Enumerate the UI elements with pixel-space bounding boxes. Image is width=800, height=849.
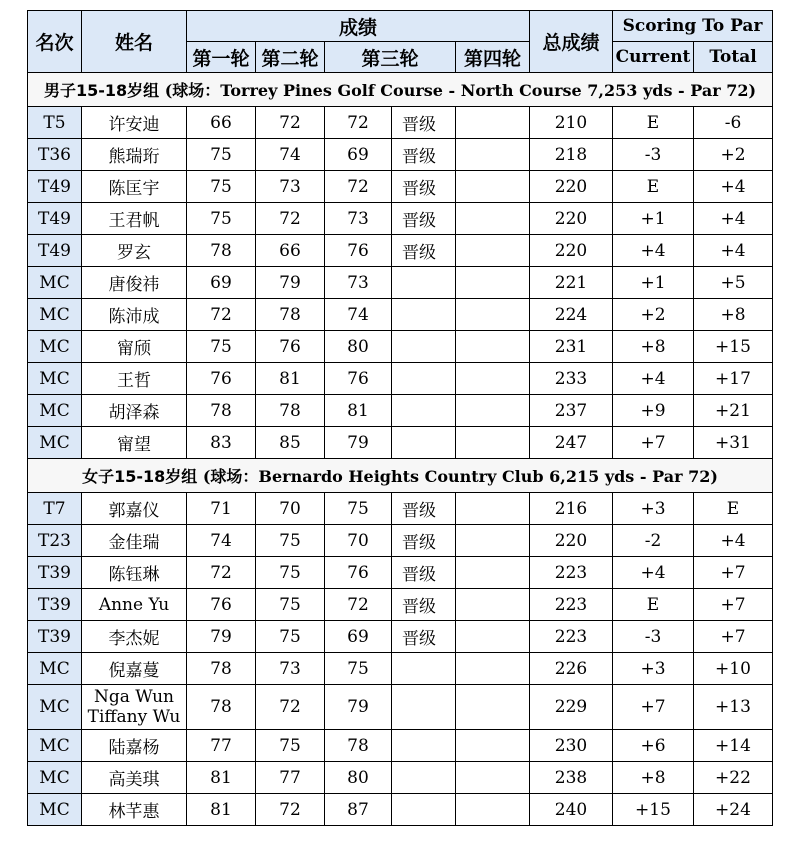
position-cell: T49 <box>28 235 82 267</box>
player-name-cell: 李杰妮 <box>82 621 187 653</box>
current-to-par-cell: E <box>613 171 694 203</box>
round3-cell: 75 <box>325 493 392 525</box>
current-to-par-cell: +1 <box>613 267 694 299</box>
advance-cell <box>392 363 456 395</box>
player-name-cell: Nga Wun Tiffany Wu <box>82 685 187 730</box>
position-cell: MC <box>28 794 82 826</box>
player-row <box>28 685 773 730</box>
round3-cell: 72 <box>325 171 392 203</box>
section-course: (球场：Torrey Pines Golf Course - North Course 7,253 yds - Par 72) <box>164 81 757 100</box>
current-to-par-cell: +1 <box>613 203 694 235</box>
round3-cell: 80 <box>325 762 392 794</box>
advance-cell <box>392 331 456 363</box>
round4-header: 第四轮 <box>456 42 530 73</box>
total-to-par-cell: E <box>694 493 773 525</box>
player-name-cell: 王君帆 <box>82 203 187 235</box>
leaderboard-table <box>27 10 773 826</box>
position-cell: T49 <box>28 171 82 203</box>
advance-cell <box>392 762 456 794</box>
player-row <box>28 621 773 653</box>
round3-cell: 72 <box>325 589 392 621</box>
total-score-cell: 231 <box>530 331 613 363</box>
total-to-par-cell: +5 <box>694 267 773 299</box>
player-row <box>28 730 773 762</box>
position-cell: MC <box>28 299 82 331</box>
advance-cell <box>392 299 456 331</box>
round1-cell: 72 <box>187 557 256 589</box>
player-row <box>28 171 773 203</box>
advance-cell: 晋级 <box>392 235 456 267</box>
current-to-par-cell: +9 <box>613 395 694 427</box>
scoring-to-par-header: Scoring To Par <box>613 11 773 42</box>
total-to-par-cell: +31 <box>694 427 773 459</box>
round4-cell <box>456 730 530 762</box>
table-header <box>28 11 773 73</box>
position-cell: T49 <box>28 203 82 235</box>
player-row <box>28 762 773 794</box>
round2-cell: 78 <box>256 299 325 331</box>
section-title <box>28 73 773 107</box>
round4-cell <box>456 331 530 363</box>
round3-cell: 73 <box>325 203 392 235</box>
round4-cell <box>456 427 530 459</box>
total-score-cell: 223 <box>530 621 613 653</box>
advance-cell <box>392 395 456 427</box>
player-name-cell: 胡泽森 <box>82 395 187 427</box>
round1-cell: 75 <box>187 331 256 363</box>
total-to-par-cell: +8 <box>694 299 773 331</box>
position-cell: MC <box>28 653 82 685</box>
total-to-par-cell: +4 <box>694 525 773 557</box>
total-score-cell: 226 <box>530 653 613 685</box>
round1-cell: 79 <box>187 621 256 653</box>
round2-cell: 75 <box>256 557 325 589</box>
round4-cell <box>456 621 530 653</box>
round2-cell: 66 <box>256 235 325 267</box>
player-row <box>28 589 773 621</box>
round4-cell <box>456 493 530 525</box>
player-name-cell: 林芊惠 <box>82 794 187 826</box>
total-to-par-cell: +14 <box>694 730 773 762</box>
total-score-cell: 240 <box>530 794 613 826</box>
player-row <box>28 525 773 557</box>
round1-cell: 75 <box>187 139 256 171</box>
table-body <box>28 73 773 826</box>
round2-cell: 76 <box>256 331 325 363</box>
round4-cell <box>456 107 530 139</box>
total-to-par-cell: +17 <box>694 363 773 395</box>
advance-cell: 晋级 <box>392 203 456 235</box>
round1-cell: 76 <box>187 589 256 621</box>
total-to-par-cell: -6 <box>694 107 773 139</box>
current-to-par-cell: +4 <box>613 235 694 267</box>
player-name-cell: 熊瑞珩 <box>82 139 187 171</box>
position-cell: MC <box>28 427 82 459</box>
advance-cell <box>392 685 456 730</box>
round2-cell: 75 <box>256 525 325 557</box>
player-row <box>28 107 773 139</box>
total-to-par-cell: +7 <box>694 557 773 589</box>
current-to-par-cell: +3 <box>613 493 694 525</box>
player-name-cell: 陈钰琳 <box>82 557 187 589</box>
round4-cell <box>456 589 530 621</box>
current-to-par-cell: +8 <box>613 331 694 363</box>
section-group: 女子15-18岁组 <box>82 467 198 486</box>
round1-cell: 78 <box>187 685 256 730</box>
round3-cell: 72 <box>325 107 392 139</box>
total-score-cell: 216 <box>530 493 613 525</box>
round3-cell: 70 <box>325 525 392 557</box>
round2-cell: 78 <box>256 395 325 427</box>
round4-cell <box>456 203 530 235</box>
player-row <box>28 493 773 525</box>
round3-cell: 74 <box>325 299 392 331</box>
player-name-cell: 金佳瑞 <box>82 525 187 557</box>
player-name-cell: 陆嘉杨 <box>82 730 187 762</box>
round1-cell: 78 <box>187 653 256 685</box>
player-name-cell: 陈沛成 <box>82 299 187 331</box>
round3-cell: 69 <box>325 139 392 171</box>
total-score-cell: 237 <box>530 395 613 427</box>
position-cell: MC <box>28 685 82 730</box>
round1-cell: 78 <box>187 235 256 267</box>
position-cell: T39 <box>28 557 82 589</box>
round4-cell <box>456 762 530 794</box>
total-score-cell: 220 <box>530 171 613 203</box>
player-row <box>28 203 773 235</box>
position-header: 名次 <box>28 11 82 73</box>
advance-cell <box>392 794 456 826</box>
round3-cell: 80 <box>325 331 392 363</box>
total-to-par-cell: +2 <box>694 139 773 171</box>
player-name-cell: 唐俊祎 <box>82 267 187 299</box>
total-to-par-cell: +4 <box>694 203 773 235</box>
total-to-par-cell: +24 <box>694 794 773 826</box>
total-to-par-cell: +4 <box>694 235 773 267</box>
round4-cell <box>456 267 530 299</box>
current-to-par-cell: +3 <box>613 653 694 685</box>
total-score-cell: 221 <box>530 267 613 299</box>
position-cell: MC <box>28 395 82 427</box>
position-cell: T39 <box>28 621 82 653</box>
round3-header: 第三轮 <box>325 42 456 73</box>
round2-cell: 74 <box>256 139 325 171</box>
total-to-par-cell: +7 <box>694 589 773 621</box>
total-score-cell: 220 <box>530 525 613 557</box>
name-header: 姓名 <box>82 11 187 73</box>
round2-cell: 72 <box>256 685 325 730</box>
round2-cell: 77 <box>256 762 325 794</box>
current-to-par-cell: +7 <box>613 427 694 459</box>
total-to-par-cell: +7 <box>694 621 773 653</box>
advance-cell: 晋级 <box>392 621 456 653</box>
player-row <box>28 139 773 171</box>
current-to-par-cell: -3 <box>613 139 694 171</box>
round2-cell: 81 <box>256 363 325 395</box>
round3-cell: 76 <box>325 363 392 395</box>
round4-cell <box>456 299 530 331</box>
round3-cell: 79 <box>325 685 392 730</box>
advance-cell: 晋级 <box>392 525 456 557</box>
section-row <box>28 73 773 107</box>
current-to-par-cell: +4 <box>613 363 694 395</box>
current-to-par-cell: +4 <box>613 557 694 589</box>
current-to-par-cell: -3 <box>613 621 694 653</box>
round1-cell: 69 <box>187 267 256 299</box>
round2-cell: 73 <box>256 171 325 203</box>
section-course: (球场：Bernardo Heights Country Club 6,215 yds - Par 72) <box>202 467 718 486</box>
player-row <box>28 299 773 331</box>
current-to-par-cell: +15 <box>613 794 694 826</box>
round1-cell: 81 <box>187 794 256 826</box>
current-to-par-cell: E <box>613 107 694 139</box>
round1-header: 第一轮 <box>187 42 256 73</box>
total-to-par-cell: +21 <box>694 395 773 427</box>
round1-cell: 83 <box>187 427 256 459</box>
total-to-par-cell: +22 <box>694 762 773 794</box>
total-score-cell: 220 <box>530 235 613 267</box>
round1-cell: 75 <box>187 203 256 235</box>
current-to-par-cell: +8 <box>613 762 694 794</box>
round2-cell: 70 <box>256 493 325 525</box>
total-to-par-cell: +13 <box>694 685 773 730</box>
position-cell: MC <box>28 762 82 794</box>
current-to-par-cell: +7 <box>613 685 694 730</box>
round3-cell: 81 <box>325 395 392 427</box>
current-header: Current <box>613 42 694 73</box>
total-score-cell: 247 <box>530 427 613 459</box>
player-name-cell: 郭嘉仪 <box>82 493 187 525</box>
round1-cell: 66 <box>187 107 256 139</box>
round2-cell: 72 <box>256 107 325 139</box>
round4-cell <box>456 395 530 427</box>
round3-cell: 87 <box>325 794 392 826</box>
total-score-header: 总成绩 <box>530 11 613 73</box>
current-to-par-cell: +6 <box>613 730 694 762</box>
round1-cell: 72 <box>187 299 256 331</box>
round4-cell <box>456 525 530 557</box>
total-score-cell: 218 <box>530 139 613 171</box>
round1-cell: 76 <box>187 363 256 395</box>
round1-cell: 81 <box>187 762 256 794</box>
position-cell: T36 <box>28 139 82 171</box>
round1-cell: 74 <box>187 525 256 557</box>
advance-cell: 晋级 <box>392 493 456 525</box>
player-row <box>28 235 773 267</box>
total-score-cell: 220 <box>530 203 613 235</box>
round4-cell <box>456 653 530 685</box>
player-row <box>28 427 773 459</box>
position-cell: T5 <box>28 107 82 139</box>
total-score-cell: 233 <box>530 363 613 395</box>
position-cell: MC <box>28 363 82 395</box>
player-row <box>28 363 773 395</box>
total-to-par-cell: +10 <box>694 653 773 685</box>
round3-cell: 75 <box>325 653 392 685</box>
round3-cell: 73 <box>325 267 392 299</box>
player-name-cell: 罗玄 <box>82 235 187 267</box>
current-to-par-cell: +2 <box>613 299 694 331</box>
total-score-cell: 223 <box>530 589 613 621</box>
par-total-header: Total <box>694 42 773 73</box>
player-row <box>28 653 773 685</box>
round2-cell: 75 <box>256 589 325 621</box>
position-cell: T7 <box>28 493 82 525</box>
scores-header: 成绩 <box>187 11 530 42</box>
position-cell: MC <box>28 267 82 299</box>
round4-cell <box>456 685 530 730</box>
player-row <box>28 267 773 299</box>
position-cell: T39 <box>28 589 82 621</box>
player-name-cell: Anne Yu <box>82 589 187 621</box>
advance-cell: 晋级 <box>392 171 456 203</box>
current-to-par-cell: -2 <box>613 525 694 557</box>
round3-cell: 79 <box>325 427 392 459</box>
total-score-cell: 238 <box>530 762 613 794</box>
total-score-cell: 230 <box>530 730 613 762</box>
round2-cell: 75 <box>256 621 325 653</box>
player-name-cell: 许安迪 <box>82 107 187 139</box>
round4-cell <box>456 557 530 589</box>
advance-cell <box>392 267 456 299</box>
section-group: 男子15-18岁组 <box>43 81 160 100</box>
advance-cell <box>392 427 456 459</box>
position-cell: MC <box>28 730 82 762</box>
player-name-cell: 甯望 <box>82 427 187 459</box>
round2-header: 第二轮 <box>256 42 325 73</box>
current-to-par-cell: E <box>613 589 694 621</box>
total-score-cell: 210 <box>530 107 613 139</box>
round2-cell: 75 <box>256 730 325 762</box>
position-cell: MC <box>28 331 82 363</box>
round4-cell <box>456 794 530 826</box>
player-name-cell: 甯颀 <box>82 331 187 363</box>
advance-cell: 晋级 <box>392 107 456 139</box>
round2-cell: 85 <box>256 427 325 459</box>
total-to-par-cell: +4 <box>694 171 773 203</box>
position-cell: T23 <box>28 525 82 557</box>
total-to-par-cell: +15 <box>694 331 773 363</box>
advance-cell: 晋级 <box>392 139 456 171</box>
round1-cell: 77 <box>187 730 256 762</box>
total-score-cell: 224 <box>530 299 613 331</box>
total-score-cell: 229 <box>530 685 613 730</box>
round1-cell: 78 <box>187 395 256 427</box>
section-title <box>28 459 773 493</box>
advance-cell: 晋级 <box>392 557 456 589</box>
round2-cell: 73 <box>256 653 325 685</box>
player-row <box>28 395 773 427</box>
advance-cell: 晋级 <box>392 589 456 621</box>
round2-cell: 72 <box>256 203 325 235</box>
round4-cell <box>456 363 530 395</box>
player-row <box>28 557 773 589</box>
player-name-cell: 高美琪 <box>82 762 187 794</box>
section-row <box>28 459 773 493</box>
advance-cell <box>392 653 456 685</box>
round2-cell: 79 <box>256 267 325 299</box>
round3-cell: 69 <box>325 621 392 653</box>
round4-cell <box>456 235 530 267</box>
player-name-cell: 陈匡宇 <box>82 171 187 203</box>
advance-cell <box>392 730 456 762</box>
player-name-cell: 王哲 <box>82 363 187 395</box>
player-row <box>28 794 773 826</box>
round2-cell: 72 <box>256 794 325 826</box>
round4-cell <box>456 139 530 171</box>
round3-cell: 78 <box>325 730 392 762</box>
round3-cell: 76 <box>325 557 392 589</box>
round1-cell: 75 <box>187 171 256 203</box>
player-row <box>28 331 773 363</box>
round4-cell <box>456 171 530 203</box>
total-score-cell: 223 <box>530 557 613 589</box>
round1-cell: 71 <box>187 493 256 525</box>
round3-cell: 76 <box>325 235 392 267</box>
player-name-cell: 倪嘉蔓 <box>82 653 187 685</box>
